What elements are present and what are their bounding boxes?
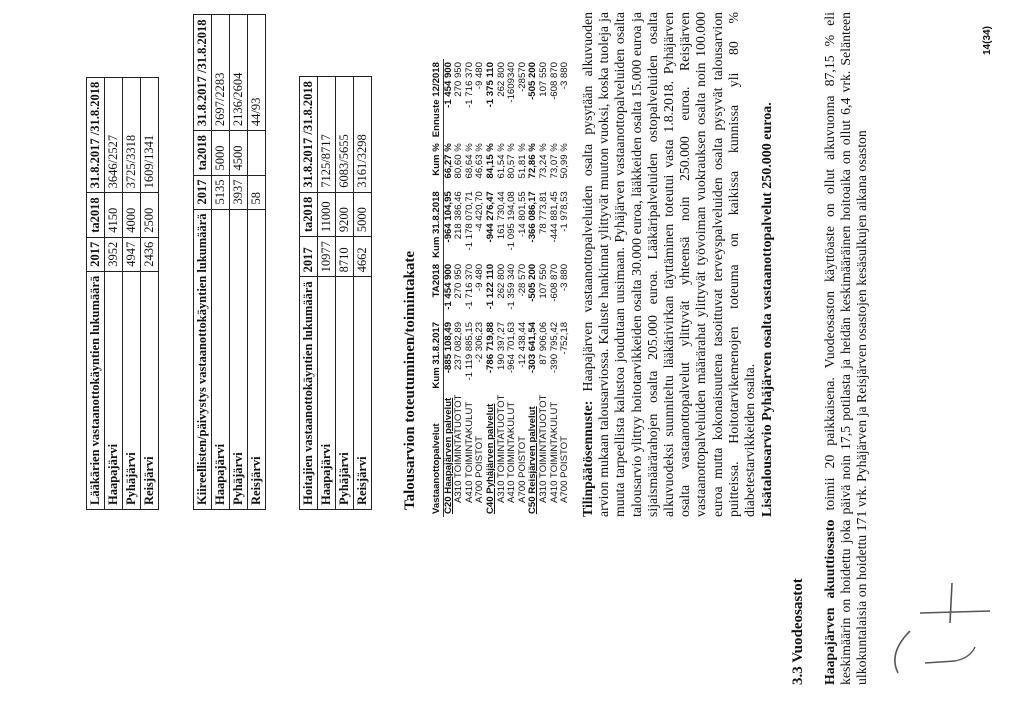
cell: -9 480	[474, 263, 486, 292]
table-row	[123, 77, 141, 509]
header-cell: Kum 31.8.2018	[432, 188, 443, 261]
cell: -9 480	[474, 62, 486, 90]
talous-heading: Talousarvion toteutuminen/toimintakate	[402, 250, 418, 510]
header-cell: Kum %	[432, 140, 443, 188]
lisatalousarvio-line: Lisätalousarvio Pyhäjärven osalta vastaanottopalvelut 250.000 euroa.	[760, 102, 775, 517]
cell: 11000	[318, 192, 336, 236]
row-label: Haapajärvi	[105, 271, 123, 509]
cell: A410 TOIMINTAKULUT	[506, 401, 518, 503]
table-header-row	[194, 15, 212, 510]
cell: 3725/3318	[123, 77, 141, 193]
tilinpaatos-paragraph	[580, 12, 758, 517]
table-header-row	[300, 77, 318, 510]
cell: -1 375 110	[484, 62, 496, 108]
cell: 1609/1341	[141, 77, 159, 193]
header-cell: 2017	[194, 175, 212, 209]
cell: 190 397,27	[495, 321, 507, 370]
table-row	[230, 15, 248, 510]
cell: -1 454 900	[442, 62, 454, 108]
header-cell: 31.8.2017 /31.8.2018	[300, 77, 318, 193]
row-label: Pyhäjärvi	[230, 209, 248, 509]
cell	[248, 131, 266, 175]
cell: 262 800	[495, 62, 507, 97]
budget-table	[432, 59, 571, 517]
cell: A310 TOIMINTATUOTOT	[453, 394, 465, 503]
cell: 44/93	[248, 15, 266, 131]
cell: 270 950	[453, 62, 465, 97]
cell: 87 906,06	[537, 321, 549, 365]
table-row	[318, 77, 336, 510]
akuutti-paragraph	[822, 12, 871, 685]
page-number: 14(34)	[982, 26, 993, 55]
row-label: Reisjärvi	[354, 277, 372, 510]
cell: A700 POISTOT	[516, 435, 528, 503]
header-cell: ta2018	[300, 192, 318, 236]
cell: -1 716 370	[463, 62, 475, 108]
header-cell: Kiireellisten/päivystys vastaanottokäyntien lukumäärä	[194, 209, 212, 509]
budget-row	[539, 59, 550, 517]
cell: -964 104,95	[442, 191, 454, 243]
cell: 3937	[230, 175, 248, 209]
budget-header-row	[432, 59, 443, 517]
cell: -366 086,17	[527, 191, 539, 243]
cell: -1 122 110	[484, 263, 496, 310]
row-label: Reisjärvi	[141, 271, 159, 509]
row-label: Reisjärvi	[248, 209, 266, 509]
cell: 161 730,44	[495, 191, 507, 240]
header-cell: ta2018	[87, 193, 105, 237]
initials-stroke	[920, 583, 990, 623]
cell: -885 108,49	[442, 321, 454, 374]
cell: 68,64 %	[463, 143, 475, 179]
header-cell: Hoitajien vastaanottokäyntien lukumäärä	[300, 277, 318, 510]
cell: -28 570	[516, 263, 528, 297]
cell: -1 978,53	[559, 191, 571, 232]
cell: 51,81 %	[516, 143, 528, 179]
cell: -505 200	[527, 62, 539, 100]
cell: 3161/3298	[354, 77, 372, 193]
initials-stroke	[895, 631, 910, 673]
table-row	[248, 15, 266, 510]
table-row	[141, 77, 159, 509]
cell: 4000	[123, 193, 141, 237]
cell: 7125/8717	[318, 77, 336, 193]
table-hoitajien-visits	[299, 76, 372, 510]
cell: -1 716 370	[463, 263, 475, 310]
budget-row	[560, 59, 571, 517]
cell: 5135	[212, 175, 230, 209]
cell: 80,57 %	[506, 143, 518, 179]
cell: 3952	[105, 237, 123, 271]
cell: -12 438,44	[516, 321, 528, 368]
cell: -752,18	[559, 321, 571, 355]
initials-stroke	[925, 647, 975, 663]
header-cell: Kum 31.8.2017	[432, 319, 443, 392]
cell: 78 773,81	[537, 191, 549, 234]
cell: A410 TOIMINTAKULUT	[463, 401, 475, 503]
cell: 237 082,89	[453, 321, 465, 370]
cell: -3 880	[559, 263, 571, 292]
cell: 58	[248, 175, 266, 209]
cell: -1 454 900	[442, 263, 454, 310]
cell: 2136/2604	[230, 15, 248, 131]
akuutti-label: Haapajärven akuuttiosasto	[822, 519, 837, 685]
tilinpaatos-label: Tilinpäätösennuste:	[580, 400, 595, 517]
cell: -2 306,23	[474, 321, 486, 363]
budget-row	[486, 59, 497, 517]
akuutti-text: toimii 20 paikkaisena. Vuodeosaston käyttöaste on ollut alkuvuonna 87,15 % eli keskimäärin on hoidettu joka päivä noin 17,5 potilasta ja heidän keskimääräinen hoitoaika on ollut 6,4 vrk. Selänteen ulkokuntalaisia on hoidettu 171 vrk. Pyhäjärven ja Reisjärven osastojen kesäsulkujen aikana osaston	[822, 12, 870, 685]
cell: 5000	[354, 192, 372, 236]
cell: A410 TOIMINTAKULUT	[548, 401, 560, 503]
cell: -608 870	[548, 263, 560, 302]
header-cell: Ennuste 12/2018	[432, 59, 443, 140]
cell: -1 178 070,71	[463, 191, 475, 251]
cell: -14 801,55	[516, 191, 528, 238]
cell: 72,86 %	[527, 143, 539, 179]
row-label: Pyhäjärvi	[336, 277, 354, 510]
cell: 107 550	[537, 62, 549, 97]
cell: A700 POISTOT	[559, 435, 571, 503]
cell: -944 276,47	[484, 191, 496, 243]
cell: A700 POISTOT	[474, 435, 486, 503]
cell: 2436	[141, 237, 159, 271]
cell: 9200	[336, 192, 354, 236]
table-header-row	[87, 77, 105, 509]
tilinpaatos-text: Haapajärven vastaanottopalveluiden osalta pysytään alkuvuoden arvion mukaan talousarviossa. Kaluste hankinnat ylittyvät muuton vuoksi, koska tuoleja ja muuta tarpeellista kalustoa joudutaan uusimaan. Pyhäjärven vastaanottopalveluiden osalta talousarvio ylittyy hoitotarvikkeiden osalta 30.000 euroa, lääkkeiden osalta 15.000 euroa ja sijaismäärärahojen osalta 205.000 euroa. Lääkäripalveluiden ostopalveluiden osalta alkuvuodeksi suunniteltu lääkärivirkan täyttäminen toteutui vasta 1.8.2018. Pyhäjärven osalta vastaanottopalvelut ylittyvät yhteensä noin 250.000 euroa. Reisjärven vastaanottopalveluiden määrärahat ylittyvät työvoiman vuokrauksen osalta noin 100.000 euroa mutta kokonaisuutena tasoittuvat terveyspalveluiden osalta pysyvät talousarvion puitteissa. Hoitotarvikemenojen toteuma on kaikissa kunnissa yli 80 % diabetestarvikkeiden osalta.	[580, 12, 758, 517]
cell: -444 881,45	[548, 191, 560, 243]
cell: -1 095 194,08	[506, 191, 518, 251]
handwritten-initials	[880, 563, 1010, 683]
cell: A310 TOIMINTATUOTOT	[537, 394, 549, 503]
cell: 66,27 %	[442, 143, 454, 179]
cell: -964 701,63	[506, 321, 518, 374]
row-label: Haapajärvi	[212, 209, 230, 509]
cell: 107 550	[537, 263, 549, 299]
cell: 6083/5655	[336, 77, 354, 193]
table-row	[105, 77, 123, 509]
cell: -4 420,70	[474, 191, 486, 232]
cell: 84,15 %	[484, 143, 496, 179]
cell: 50,99 %	[559, 143, 571, 179]
cell: -28570	[516, 62, 528, 92]
cell: 73,24 %	[537, 143, 549, 179]
cell: 80,60 %	[453, 143, 465, 179]
table-kiireellisten-visits	[193, 15, 266, 511]
cell: C40 Pyhäjärven palvelut	[484, 403, 496, 514]
cell: -303 641,54	[527, 321, 539, 374]
header-cell: 31.8.2017 /31.8.2018	[87, 77, 105, 193]
header-cell: 2017	[87, 237, 105, 271]
cell: 4662	[354, 237, 372, 277]
section-heading: 3.3 Vuodeosastot	[790, 578, 806, 685]
cell: -786 719,88	[484, 321, 496, 374]
table-row	[354, 77, 372, 510]
cell: 2500	[141, 193, 159, 237]
cell: 46,63 %	[474, 143, 486, 179]
table-row	[212, 15, 230, 510]
cell: 218 386,46	[453, 191, 465, 240]
header-cell: ta2018	[194, 131, 212, 175]
cell: 4150	[105, 193, 123, 237]
table-row	[336, 77, 354, 510]
cell: -505 200	[527, 263, 539, 302]
header-cell: 31.8.2017 /31.8.2018	[194, 15, 212, 131]
cell: 2697/2283	[212, 15, 230, 131]
cell: A310 TOIMINTATUOTOT	[495, 394, 507, 503]
cell: 5000	[212, 131, 230, 175]
header-cell: Lääkärien vastaanottokäyntien lukumäärä	[87, 271, 105, 509]
cell: -1 119 885,15	[463, 321, 475, 381]
cell: -1609340	[506, 62, 518, 103]
cell: C50 Reisjärven palvelut	[527, 406, 539, 514]
cell: -3 880	[559, 62, 571, 90]
cell: C20 Haapajärven palvelut	[442, 397, 454, 514]
cell: -1 359 340	[506, 263, 518, 310]
cell: 4500	[230, 131, 248, 175]
cell: 8710	[336, 237, 354, 277]
cell: 270 950	[453, 263, 465, 299]
cell: 61,54 %	[495, 143, 507, 179]
cell: -608 870	[548, 62, 560, 100]
header-cell: 2017	[300, 237, 318, 277]
cell: 10977	[318, 237, 336, 277]
cell: -390 795,42	[548, 321, 560, 374]
row-label: Pyhäjärvi	[123, 271, 141, 509]
header-cell: TA2018	[432, 261, 443, 319]
row-label: Haapajärvi	[318, 277, 336, 510]
cell: 262 800	[495, 263, 507, 299]
header-cell: Vastaanottopalvelut	[432, 392, 443, 517]
cell: 73,07 %	[548, 143, 560, 179]
table-laakari-visits	[86, 77, 159, 510]
cell: 3646/2527	[105, 77, 123, 193]
cell: 4947	[123, 237, 141, 271]
